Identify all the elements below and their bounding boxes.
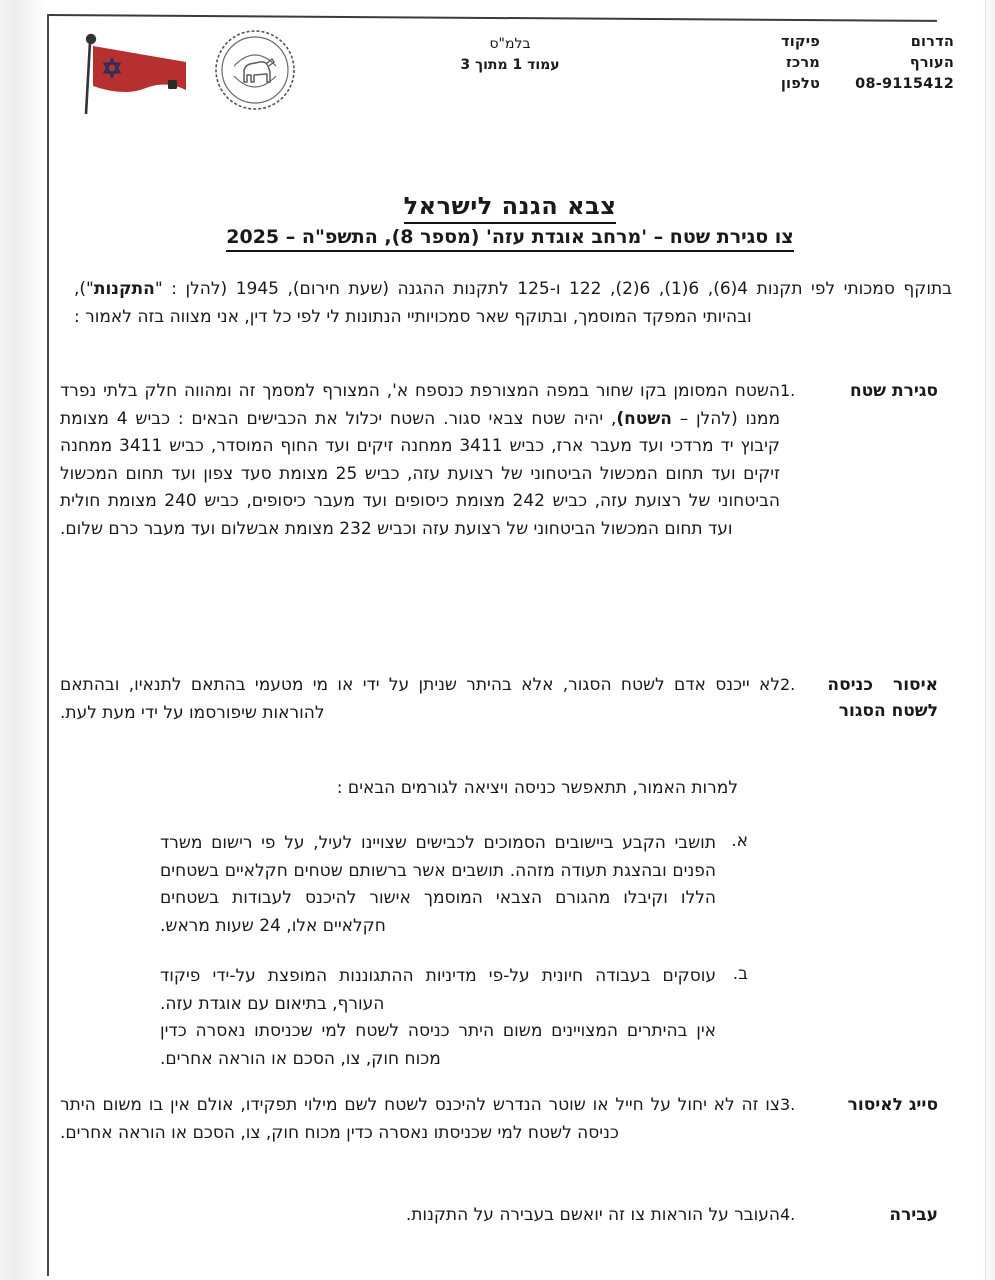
section-4-body: העובר על הוראות צו זה יואשם בעבירה על התקנות. bbox=[405, 1205, 780, 1225]
section-3-heading bbox=[810, 1092, 960, 1119]
phone-label: טלפון bbox=[780, 76, 820, 93]
idf-flag-icon bbox=[74, 28, 194, 118]
preamble-quote-open: " bbox=[154, 279, 163, 299]
exception-item-b-paragraph-1: עוסקים בעבודה חיונית על-פי מדיניות ההתגוננות המופצת על-ידי פיקוד העורף, בתיאום עם אוגדת עזה. bbox=[160, 966, 716, 1014]
section-4-number: 4. bbox=[780, 1205, 796, 1224]
section-3-number: 3. bbox=[780, 1095, 796, 1114]
section-closure-of-area bbox=[60, 378, 960, 543]
section-2-number: 2. bbox=[780, 675, 796, 694]
phone-value: 08-9115412 bbox=[855, 76, 954, 93]
section-prohibition-exception bbox=[60, 1092, 960, 1147]
center-value: העורף bbox=[909, 55, 954, 72]
section-1-text-b: , יהיה שטח צבאי סגור. השטח יכלול את הכבישים הבאים : כביש 4 מצומת קיבוץ יד מרדכי ועד מעבר ארז, כביש 3411 ממחנה זיקים ועד החוף המוסדר, כביש 3411 ממחנה זיקים ועד תחום המכשול הביטחוני של רצועת עזה, כביש 25 מצומת סעד צפון ועד תחום המכשול הביטחוני של רצועת עזה, כביש 242 מצומת כיסופים ועד מעבר כיסופים, כביש 240 מצומת חולית ועד תחום המכשול הביטחוני של רצועת עזה וכביש 232 מצומת אבשלום ועד מעבר כרם שלום. bbox=[60, 408, 780, 539]
organization-title-text: צבא הגנה לישראל bbox=[404, 192, 617, 224]
section-offence bbox=[60, 1202, 960, 1230]
section-4-heading bbox=[810, 1202, 960, 1229]
section-1-heading bbox=[810, 378, 960, 405]
section-1-defined-term: השטח) bbox=[616, 408, 672, 429]
exception-item-b-paragraph-2: אין בהיתרים המצויינים משום היתר כניסה לשטח למי שכניסתו נאסרה כדין מכוח חוק, צו, הסכם או הוראה אחרים. bbox=[160, 1021, 716, 1069]
command-value: הדרום bbox=[910, 34, 954, 50]
section-1-number: 1. bbox=[780, 381, 796, 400]
page-frame-left-border bbox=[47, 14, 49, 1276]
center-label: מרכז bbox=[785, 55, 820, 72]
home-front-command-seal-icon bbox=[210, 26, 300, 118]
document-header bbox=[60, 30, 960, 120]
order-title-text: צו סגירת שטח – 'מרחב אוגדת עזה' (מספר 8), התשפ"ה – 2025 bbox=[226, 226, 793, 252]
section-2-heading bbox=[810, 672, 960, 724]
header-emblems bbox=[70, 26, 320, 116]
exception-item-a bbox=[160, 830, 748, 940]
document-content bbox=[60, 0, 960, 1280]
exception-item-a-marker: א. bbox=[731, 831, 748, 851]
section-3-body: צו זה לא יחול על חייל או שוטר הנדרש להיכנס לשטח לשם מילוי תפקידו, אולם אין בו משום היתר כניסה לשטח למי שכניסתו נאסרה כדין מכוח חוק, צו, הסכם או הוראה אחרים. bbox=[60, 1095, 780, 1143]
section-1-body bbox=[60, 378, 780, 543]
preamble-defined-term: התקנות bbox=[93, 279, 155, 299]
section-2-body: לא ייכנס אדם לשטח הסגור, אלא בהיתר שניתן על ידי או מי מטעמי בהתאם לתנאיו, ובהתאם להוראות שיפורסמו על ידי מעת לעת. bbox=[60, 675, 780, 723]
section-1-text-a: השטח המסומן בקו שחור במפה המצורפת כנספח א', המצורף למסמך זה ומהווה חלק בלתי נפרד ממנו (להלן – bbox=[60, 381, 781, 429]
section-3-heading-word-1: סייג לאיסור bbox=[847, 1095, 938, 1115]
page-edge-hairline bbox=[985, 0, 986, 1280]
preamble-line-1: בתוקף סמכותי לפי תקנות 4(6), 6(1), 6(2), 122 ו-125 לתקנות ההגנה (שעת חירום), 1945 (להלן : bbox=[171, 279, 952, 299]
organization-title bbox=[60, 192, 960, 220]
order-title bbox=[60, 226, 960, 248]
section-entry-prohibition bbox=[60, 672, 960, 727]
exceptions-intro-line: למרות האמור, תתאפשר כניסה ויציאה לגורמים הבאים : bbox=[336, 778, 738, 798]
section-4-heading-word-1: עבירה bbox=[889, 1205, 938, 1225]
section-1-heading-word-1: סגירת שטח bbox=[849, 381, 938, 401]
exception-item-b bbox=[160, 963, 748, 1073]
section-2-heading-word-2: כניסה bbox=[827, 675, 873, 695]
section-2-heading-word-3: לשטח הסגור bbox=[838, 700, 938, 721]
exception-item-a-text: תושבי הקבע ביישובים הסמוכים לכבישים שצויינו לעיל, על פי רישום משרד הפנים ובהצגת תעודה מזהה. תושבים אשר ברשותם שטחים חקלאיים בשטחים הללו וקיבלו מהגורם הצבאי המוסמך אישור להיכנס לעבודות בשטחים חקלאיים אלו, 24 שעות מראש. bbox=[160, 833, 716, 936]
preamble-paragraph bbox=[74, 276, 952, 331]
command-label: פיקוד bbox=[781, 34, 820, 50]
preamble-line-3: בזה לאמור : bbox=[74, 306, 165, 327]
preamble-line-2: "), ובהיותי המפקד המוסמך, ובתוקף שאר סמכויותיי הנתונות לי לפי כל דין, אני מצווה bbox=[74, 279, 752, 327]
exception-item-b-text bbox=[160, 963, 722, 1073]
scan-left-gutter bbox=[0, 0, 44, 1280]
page-number-marking: עמוד 1 מתוך 3 bbox=[460, 57, 560, 73]
exception-item-b-marker: ב. bbox=[732, 964, 748, 984]
section-2-heading-word-1: איסור bbox=[892, 675, 938, 695]
classification-marking: בלמ"ס bbox=[489, 36, 531, 52]
